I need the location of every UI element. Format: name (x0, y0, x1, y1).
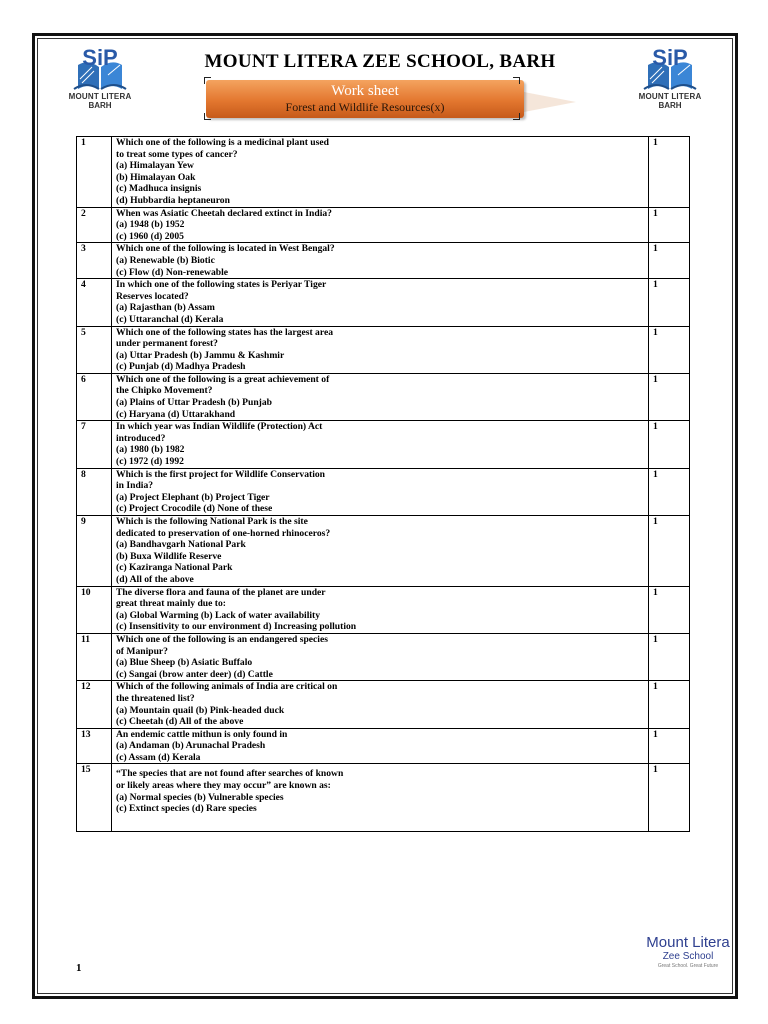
question-line: to treat some types of cancer? (116, 148, 238, 160)
book-logo-icon (640, 45, 700, 91)
question-marks: 1 (649, 586, 690, 633)
banner-tail-decoration (524, 92, 576, 112)
question-line: (c) Madhuca insignis (116, 183, 202, 195)
question-line: (a) Mountain quail (b) Pink-headed duck (116, 704, 285, 716)
question-stem-line: The diverse flora and fauna of the planet are under (116, 586, 326, 598)
question-number: 12 (77, 681, 112, 728)
question-stem-line: When was Asiatic Cheetah declared extinct in India? (116, 207, 332, 219)
logo-text-city: BARH (658, 101, 682, 110)
corner-mark (204, 113, 211, 120)
question-number: 13 (77, 728, 112, 764)
question-text (112, 207, 649, 243)
question-text (112, 468, 649, 515)
question-number: 7 (77, 421, 112, 468)
book-logo-icon (70, 45, 130, 91)
question-marks: 1 (649, 516, 690, 587)
svg-text:SiP: SiP (652, 45, 688, 70)
question-line: the threatened list? (116, 692, 195, 704)
question-marks: 1 (649, 243, 690, 279)
question-line: (d) All of the above (116, 573, 194, 585)
brand-name: Mount Litera (646, 934, 730, 951)
question-row (77, 516, 690, 587)
question-line: (a) Bandhavgarh National Park (116, 539, 246, 551)
question-line: Reserves located? (116, 290, 189, 302)
question-marks: 1 (649, 137, 690, 208)
question-row (77, 586, 690, 633)
question-line: (a) Rajasthan (b) Assam (116, 302, 215, 314)
question-text (112, 279, 649, 326)
question-text (112, 373, 649, 420)
corner-mark (513, 77, 520, 84)
question-stem-line: Which one of the following is a great achievement of (116, 373, 330, 385)
question-marks: 1 (649, 326, 690, 373)
question-line: (c) Assam (d) Kerala (116, 751, 201, 763)
question-line: (c) Haryana (d) Uttarakhand (116, 408, 236, 420)
question-line: the Chipko Movement? (116, 385, 213, 397)
question-number: 5 (77, 326, 112, 373)
question-number: 9 (77, 516, 112, 587)
question-line: (c) Insensitivity to our environment d) Increasing pollution (116, 621, 357, 633)
question-marks: 1 (649, 764, 690, 831)
svg-text:SiP: SiP (82, 45, 118, 70)
spacer (116, 815, 644, 831)
question-line: (c) Project Crocodile (d) None of these (116, 503, 273, 515)
brand-tagline: Great School. Great Future (657, 963, 719, 969)
brand-logo (638, 935, 738, 970)
question-line: (a) Renewable (b) Biotic (116, 254, 215, 266)
school-name-title: MOUNT LITERA ZEE SCHOOL, BARH (204, 51, 556, 72)
question-stem-line: Which one of the following is located in West Bengal? (116, 243, 335, 255)
question-line: (c) Flow (d) Non-renewable (116, 266, 228, 278)
question-stem-line: In which year was Indian Wildlife (Protection) Act (116, 421, 323, 433)
brand-subname: Zee School (662, 951, 714, 962)
question-line: under permanent forest? (116, 338, 218, 350)
question-text (112, 633, 649, 680)
question-stem-line: Which is the following National Park is the site (116, 516, 308, 527)
question-stem-line: Which of the following animals of India are critical on (116, 681, 338, 693)
question-marks: 1 (649, 728, 690, 764)
question-line: (c) Extinct species (d) Rare species (116, 803, 257, 815)
question-stem-line: An endemic cattle mithun is only found in (116, 728, 288, 740)
question-row (77, 468, 690, 515)
questions-table (76, 136, 690, 832)
question-number: 10 (77, 586, 112, 633)
question-text (112, 243, 649, 279)
question-line: (c) Cheetah (d) All of the above (116, 716, 244, 728)
question-row (77, 421, 690, 468)
corner-mark (513, 113, 520, 120)
question-line: (a) 1980 (b) 1982 (116, 444, 185, 456)
logo-text-school: MOUNT LITERA (68, 92, 132, 101)
question-stem-line: “The species that are not found after searches of known (116, 768, 344, 780)
question-text (112, 421, 649, 468)
question-line: (a) Uttar Pradesh (b) Jammu & Kashmir (116, 349, 285, 361)
question-marks: 1 (649, 421, 690, 468)
question-text (112, 137, 649, 208)
question-line: (a) Normal species (b) Vulnerable species (116, 791, 284, 803)
question-text (112, 326, 649, 373)
question-row (77, 207, 690, 243)
question-line: great threat mainly due to: (116, 598, 226, 610)
question-row (77, 326, 690, 373)
question-text (112, 516, 649, 587)
question-row (77, 681, 690, 728)
question-line: (d) Hubbardia heptaneuron (116, 194, 230, 206)
banner-box (206, 80, 524, 118)
question-line: (a) Blue Sheep (b) Asiatic Buffalo (116, 657, 253, 669)
question-line: (c) 1972 (d) 1992 (116, 456, 184, 468)
question-marks: 1 (649, 468, 690, 515)
question-line: introduced? (116, 432, 166, 444)
question-number: 3 (77, 243, 112, 279)
question-stem-line: In which one of the following states is Periyar Tiger (116, 279, 327, 291)
question-marks: 1 (649, 207, 690, 243)
question-line: (b) Buxa Wildlife Reserve (116, 550, 222, 562)
question-row (77, 279, 690, 326)
question-line: (c) Kaziranga National Park (116, 562, 233, 574)
question-line: in India? (116, 480, 154, 492)
worksheet-subject: Forest and Wildlife Resources(x) (285, 100, 445, 114)
corner-mark (204, 77, 211, 84)
question-line: or likely areas where they may occur” are known as: (116, 780, 331, 792)
question-marks: 1 (649, 279, 690, 326)
question-line: (c) 1960 (d) 2005 (116, 230, 184, 242)
question-number: 2 (77, 207, 112, 243)
question-stem-line: Which is the first project for Wildlife Conservation (116, 468, 326, 480)
question-line: of Manipur? (116, 645, 168, 657)
question-stem-line: Which one of the following states has the largest area (116, 326, 333, 338)
logo-text-school: MOUNT LITERA (638, 92, 702, 101)
question-marks: 1 (649, 681, 690, 728)
question-row (77, 137, 690, 208)
question-line: (b) Himalayan Oak (116, 171, 196, 183)
question-number: 11 (77, 633, 112, 680)
question-line: (a) Andaman (b) Arunachal Pradesh (116, 740, 266, 752)
question-line: (a) Project Elephant (b) Project Tiger (116, 491, 270, 503)
page-number: 1 (76, 962, 82, 974)
question-number: 15 (77, 764, 112, 831)
question-number: 6 (77, 373, 112, 420)
question-text (112, 681, 649, 728)
question-number: 4 (77, 279, 112, 326)
school-logo-left (56, 45, 144, 117)
question-row (77, 243, 690, 279)
question-number: 8 (77, 468, 112, 515)
question-row (77, 633, 690, 680)
question-marks: 1 (649, 633, 690, 680)
question-line: (a) Plains of Uttar Pradesh (b) Punjab (116, 397, 272, 409)
question-text (112, 728, 649, 764)
question-row (77, 373, 690, 420)
question-text (112, 764, 649, 831)
question-row (77, 764, 690, 831)
question-line: (c) Punjab (d) Madhya Pradesh (116, 361, 246, 373)
question-line: (c) Sangai (brow anter deer) (d) Cattle (116, 668, 273, 680)
question-line: (c) Uttaranchal (d) Kerala (116, 313, 224, 325)
school-logo-right (626, 45, 714, 117)
question-number: 1 (77, 137, 112, 208)
question-row (77, 728, 690, 764)
question-stem-line: Which one of the following is a medicinal plant used (116, 137, 329, 148)
question-line: (a) Global Warming (b) Lack of water availability (116, 609, 321, 621)
question-line: (a) 1948 (b) 1952 (116, 219, 185, 231)
logo-text-city: BARH (88, 101, 112, 110)
worksheet-title: Work sheet (331, 83, 399, 99)
question-text (112, 586, 649, 633)
worksheet-banner (206, 78, 526, 122)
question-line: (a) Himalayan Yew (116, 160, 194, 172)
question-line: dedicated to preservation of one-horned rhinoceros? (116, 527, 331, 539)
question-stem-line: Which one of the following is an endangered species (116, 633, 328, 645)
question-marks: 1 (649, 373, 690, 420)
